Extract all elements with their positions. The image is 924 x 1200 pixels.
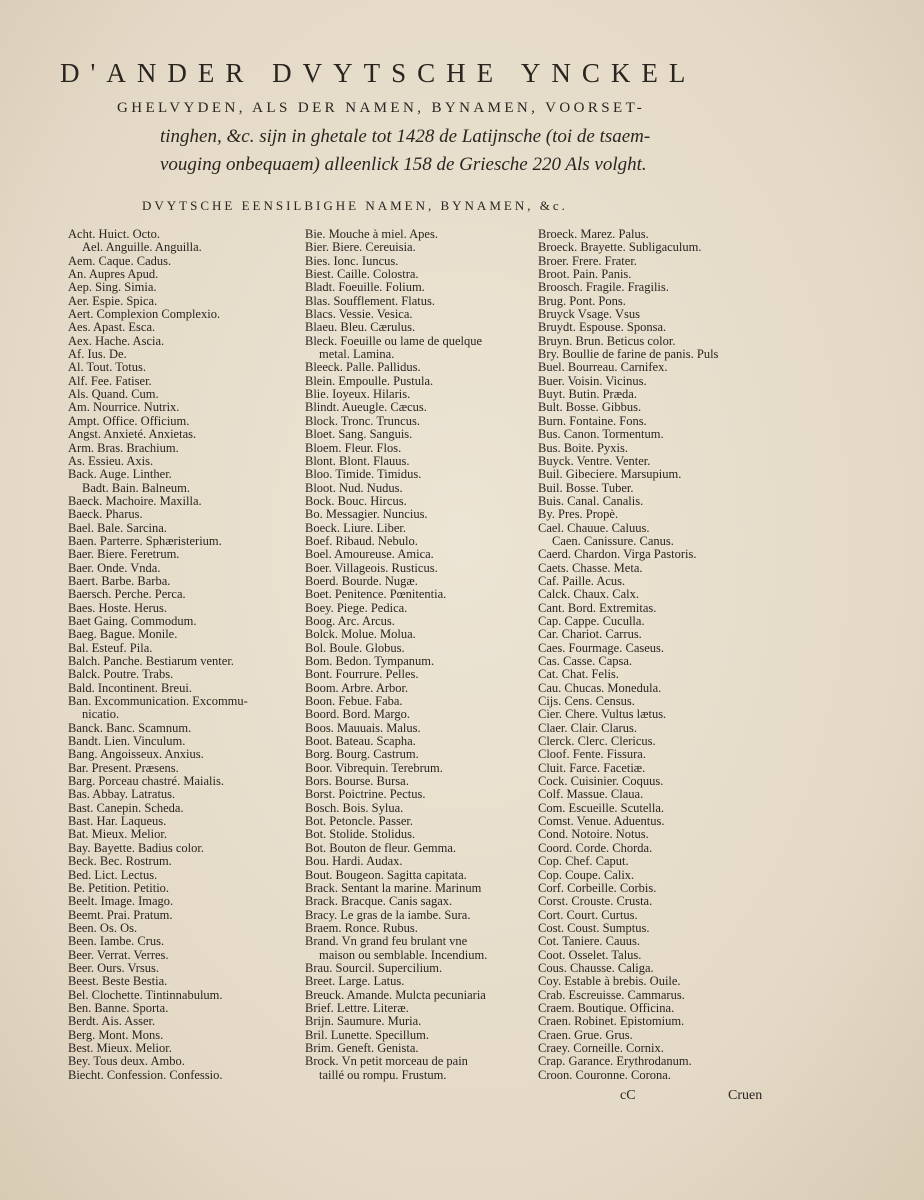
glossary-entry: Balck. Poutre. Trabs. (68, 667, 174, 682)
glossary-entry: Cost. Coust. Sumptus. (538, 920, 650, 935)
glossary-entry: Bolck. Molue. Molua. (305, 627, 416, 642)
glossary-entry: Beer. Verrat. Verres. (68, 947, 169, 962)
glossary-entry: Boom. Arbre. Arbor. (305, 680, 409, 695)
glossary-entry: Cijs. Cens. Census. (538, 694, 635, 709)
glossary-entry: Bel. Clochette. Tintinnabulum. (68, 987, 223, 1002)
glossary-entry: Buer. Voisin. Vicinus. (538, 373, 647, 388)
heading-italic-line-2: vouging onbequaem) alleenlick 158 de Griesche 220 Als volght. (160, 154, 647, 175)
glossary-entry: Bus. Canon. Tormentum. (538, 427, 664, 442)
glossary-entry: Berdt. Ais. Asser. (68, 1014, 156, 1029)
glossary-entry: maison ou semblable. Incendium. (319, 947, 488, 962)
glossary-entry: nicatio. (82, 707, 120, 722)
glossary-entry: Bout. Bougeon. Sagitta capitata. (305, 867, 467, 882)
glossary-entry: Banck. Banc. Scamnum. (68, 720, 192, 735)
glossary-entry: Bleck. Foeuille ou lame de quelque (305, 333, 483, 348)
glossary-entry: Blie. Ioyeux. Hilaris. (305, 387, 411, 402)
glossary-entry: Craey. Corneille. Cornix. (538, 1040, 664, 1055)
glossary-entry: Caen. Canissure. Canus. (552, 533, 674, 548)
glossary-entry: Bors. Bourse. Bursa. (305, 774, 409, 789)
glossary-entry: Bruydt. Espouse. Sponsa. (538, 320, 667, 335)
glossary-entry: Baer. Biere. Feretrum. (68, 547, 180, 562)
glossary-entry: Com. Escueille. Scutella. (538, 800, 665, 815)
glossary-entry: As. Essieu. Axis. (68, 453, 154, 468)
glossary-entry: Buil. Bosse. Tuber. (538, 480, 634, 495)
glossary-entry: Coord. Corde. Chorda. (538, 840, 653, 855)
glossary-entry: Baersch. Perche. Perca. (68, 587, 186, 602)
glossary-entry: Bar. Present. Præsens. (68, 760, 179, 775)
glossary-entry: Cond. Notoire. Notus. (538, 827, 649, 842)
glossary-entry: Cluit. Farce. Facetiæ. (538, 760, 646, 775)
glossary-entry: Ben. Banne. Sporta. (68, 1000, 169, 1015)
glossary-entry: Bat. Mieux. Melior. (68, 827, 167, 842)
glossary-entry: Corf. Corbeille. Corbis. (538, 880, 657, 895)
glossary-entry: Buil. Gibeciere. Marsupium. (538, 467, 682, 482)
glossary-entry: Bloot. Nud. Nudus. (305, 480, 403, 495)
glossary-entry: Block. Tronc. Truncus. (305, 413, 420, 428)
glossary-entry: Bril. Lunette. Specillum. (305, 1027, 429, 1042)
glossary-entry: Bloo. Timide. Timidus. (305, 467, 422, 482)
glossary-entry: Bracy. Le gras de la iambe. Sura. (305, 907, 471, 922)
glossary-entry: Broer. Frere. Frater. (538, 253, 637, 268)
glossary-entry: Am. Nourrice. Nutrix. (68, 400, 180, 415)
glossary-entry: Brim. Geneft. Genista. (305, 1040, 419, 1055)
glossary-entry: Brock. Vn petit morceau de pain (305, 1054, 468, 1069)
glossary-entry: Comst. Venue. Aduentus. (538, 814, 665, 829)
glossary-entry: Aer. Espie. Spica. (68, 293, 158, 308)
glossary-entry: Bal. Esteuf. Pila. (68, 640, 153, 655)
glossary-entry: Broeck. Marez. Palus. (538, 227, 649, 241)
glossary-entry: Aert. Complexion Complexio. (68, 307, 221, 322)
glossary-entry: Barg. Porceau chastré. Maialis. (68, 774, 224, 789)
glossary-entry: Brijn. Saumure. Muria. (305, 1014, 422, 1029)
glossary-column-3 (538, 228, 770, 1082)
glossary-entry: Colf. Massue. Claua. (538, 787, 644, 802)
glossary-entry: Boon. Febue. Faba. (305, 694, 403, 709)
glossary-entry: Calck. Chaux. Calx. (538, 587, 640, 602)
glossary-entry: Borg. Bourg. Castrum. (305, 747, 419, 762)
glossary-entry: Best. Mieux. Melior. (68, 1040, 172, 1055)
glossary-column-1 (68, 228, 296, 1082)
glossary-entry: Ael. Anguille. Anguilla. (82, 240, 202, 255)
glossary-entry: Boos. Mauuais. Malus. (305, 720, 421, 735)
glossary-entry: Claer. Clair. Clarus. (538, 720, 637, 735)
glossary-entry: Boord. Bord. Margo. (305, 707, 410, 722)
glossary-entry: Brief. Lettre. Literæ. (305, 1000, 409, 1015)
glossary-entry: Bandt. Lien. Vinculum. (68, 734, 186, 749)
glossary-entry: Bont. Fourrure. Pelles. (305, 667, 419, 682)
glossary-entry: Boey. Piege. Pedica. (305, 600, 408, 615)
glossary-entry: Caf. Paille. Acus. (538, 573, 626, 588)
glossary-entry: Cant. Bord. Extremitas. (538, 600, 657, 615)
glossary-entry: By. Pres. Propè. (538, 507, 619, 522)
glossary-entry: Boet. Penitence. Pœnitentia. (305, 587, 447, 602)
glossary-entry: Als. Quand. Cum. (68, 387, 159, 402)
glossary-entry: Cous. Chausse. Caliga. (538, 960, 654, 975)
glossary-entry: Berg. Mont. Mons. (68, 1027, 164, 1042)
glossary-entry: Baeck. Pharus. (68, 507, 143, 522)
glossary-entry: Badt. Bain. Balneum. (82, 480, 190, 495)
glossary-entry: Baeg. Bague. Monile. (68, 627, 178, 642)
glossary-entry: Blas. Soufflement. Flatus. (305, 293, 435, 308)
glossary-entry: Cock. Cuisinier. Coquus. (538, 774, 664, 789)
glossary-entry: Caerd. Chardon. Virga Pastoris. (538, 547, 697, 562)
glossary-entry: taillé ou rompu. Frustum. (319, 1067, 447, 1082)
glossary-entry: Cot. Taniere. Cauus. (538, 934, 641, 949)
glossary-entry: Caets. Chasse. Meta. (538, 560, 643, 575)
glossary-entry: Blindt. Aueugle. Cæcus. (305, 400, 427, 415)
glossary-entry: Broot. Pain. Panis. (538, 267, 632, 282)
glossary-entry: Af. Ius. De. (68, 347, 127, 362)
glossary-entry: Bloet. Sang. Sanguis. (305, 427, 413, 442)
glossary-entry: Craem. Boutique. Officina. (538, 1000, 675, 1015)
glossary-entry: Bas. Abbay. Latratus. (68, 787, 176, 802)
glossary-entry: An. Aupres Apud. (68, 267, 159, 282)
glossary-entry: Bier. Biere. Cereuisia. (305, 240, 416, 255)
glossary-entry: Brand. Vn grand feu brulant vne (305, 934, 468, 949)
glossary-entry: Bey. Tous deux. Ambo. (68, 1054, 185, 1069)
glossary-entry: Baen. Parterre. Sphæristerium. (68, 533, 222, 548)
glossary-entry: Beest. Beste Bestia. (68, 974, 168, 989)
glossary-entry: Clerck. Clerc. Clericus. (538, 734, 656, 749)
glossary-entry: Bie. Mouche à miel. Apes. (305, 227, 438, 241)
glossary-entry: Cier. Chere. Vultus lætus. (538, 707, 667, 722)
glossary-entry: Breet. Large. Latus. (305, 974, 405, 989)
glossary-entry: Back. Auge. Linther. (68, 467, 172, 482)
glossary-entry: Baert. Barbe. Barba. (68, 573, 171, 588)
glossary-entry: Braem. Ronce. Rubus. (305, 920, 418, 935)
glossary-entry: Boerd. Bourde. Nugæ. (305, 573, 418, 588)
glossary-entry: Acht. Huict. Octo. (68, 227, 160, 241)
glossary-entry: Bosch. Bois. Sylua. (305, 800, 404, 815)
glossary-entry: Cop. Coupe. Calix. (538, 867, 635, 882)
glossary-entry: Cloof. Fente. Fissura. (538, 747, 646, 762)
glossary-entry: Boel. Amoureuse. Amica. (305, 547, 434, 562)
glossary-entry: Aep. Sing. Simia. (68, 280, 157, 295)
glossary-entry: Baet Gaing. Commodum. (68, 613, 197, 628)
glossary-entry: Bry. Boullie de farine de panis. Puls (538, 347, 719, 362)
heading-subtitle: GHELVYDEN, ALS DER NAMEN, BYNAMEN, VOORSET- (117, 100, 646, 116)
glossary-entry: Bot. Stolide. Stolidus. (305, 827, 416, 842)
glossary-entry: Beck. Bec. Rostrum. (68, 854, 172, 869)
glossary-entry: Beemt. Prai. Pratum. (68, 907, 173, 922)
glossary-entry: Boor. Vibrequin. Terebrum. (305, 760, 443, 775)
glossary-entry: Bult. Bosse. Gibbus. (538, 400, 642, 415)
glossary-entry: Biest. Caille. Colostra. (305, 267, 419, 282)
glossary-entry: Biecht. Confession. Confessio. (68, 1067, 223, 1082)
glossary-entry: Boef. Ribaud. Nebulo. (305, 533, 418, 548)
glossary-entry: Boog. Arc. Arcus. (305, 613, 395, 628)
glossary-entry: Been. Iambe. Crus. (68, 934, 165, 949)
glossary-entry: Crab. Escreuisse. Cammarus. (538, 987, 685, 1002)
glossary-entry: Be. Petition. Petitio. (68, 880, 170, 895)
glossary-entry: Bom. Bedon. Tympanum. (305, 654, 435, 668)
glossary-entry: Boot. Bateau. Scapha. (305, 734, 416, 749)
glossary-entry: Brack. Sentant la marine. Marinum (305, 880, 482, 895)
heading-italic-line-1: tinghen, &c. sijn in ghetale tot 1428 de Latijnsche (toi de tsaem- (160, 126, 651, 147)
glossary-entry: Brack. Bracque. Canis sagax. (305, 894, 453, 909)
glossary-entry: Burn. Fontaine. Fons. (538, 413, 647, 428)
glossary-entry: Blein. Empoulle. Pustula. (305, 373, 434, 388)
glossary-entry: Cael. Chauue. Caluus. (538, 520, 650, 535)
glossary-entry: Bloem. Fleur. Flos. (305, 440, 402, 455)
glossary-entry: Aem. Caque. Cadus. (68, 253, 172, 268)
glossary-entry: Blacs. Vessie. Vesica. (305, 307, 413, 322)
glossary-entry: Bot. Petoncle. Passer. (305, 814, 413, 829)
glossary-entry: Bou. Hardi. Audax. (305, 854, 403, 869)
glossary-entry: Baer. Onde. Vnda. (68, 560, 161, 575)
glossary-entry: Blont. Blont. Flauus. (305, 453, 410, 468)
glossary-entry: Cop. Chef. Caput. (538, 854, 629, 869)
glossary-entry: Caes. Fourmage. Caseus. (538, 640, 665, 655)
glossary-entry: Croon. Couronne. Corona. (538, 1067, 671, 1082)
glossary-entry: Arm. Bras. Brachium. (68, 440, 179, 455)
glossary-entry: Cort. Court. Curtus. (538, 907, 638, 922)
glossary-entry: Brug. Pont. Pons. (538, 293, 626, 308)
glossary-entry: Broosch. Fragile. Fragilis. (538, 280, 669, 295)
glossary-entry: Beer. Ours. Vrsus. (68, 960, 160, 975)
glossary-entry: Corst. Crouste. Crusta. (538, 894, 653, 909)
catchword: Cruen (728, 1088, 763, 1103)
glossary-entry: metal. Lamina. (319, 347, 395, 362)
glossary-entry: Al. Tout. Totus. (68, 360, 147, 375)
glossary-entry: Bald. Incontinent. Breui. (68, 680, 192, 695)
glossary-entry: Cat. Chat. Felis. (538, 667, 619, 682)
glossary-entry: Craen. Robinet. Epistomium. (538, 1014, 685, 1029)
glossary-entry: Bruyn. Brun. Beticus color. (538, 333, 676, 348)
glossary-entry: Buyt. Butin. Præda. (538, 387, 637, 402)
glossary-entry: Aex. Hache. Ascia. (68, 333, 165, 348)
glossary-entry: Bast. Canepin. Scheda. (68, 800, 184, 815)
glossary-entry: Bruyck Vsage. Vsus (538, 307, 640, 322)
glossary-entry: Bed. Lict. Lectus. (68, 867, 158, 882)
glossary-entry: Baes. Hoste. Herus. (68, 600, 167, 615)
glossary-entry: Borst. Poictrine. Pectus. (305, 787, 426, 802)
glossary-entry: Brau. Sourcil. Supercilium. (305, 960, 443, 975)
glossary-entry: Crap. Garance. Erythrodanum. (538, 1054, 692, 1069)
glossary-entry: Broeck. Brayette. Subligaculum. (538, 240, 702, 255)
glossary-entry: Bael. Bale. Sarcina. (68, 520, 167, 535)
glossary-entry: Bo. Messagier. Nuncius. (305, 507, 428, 522)
glossary-entry: Aes. Apast. Esca. (68, 320, 156, 335)
glossary-entry: Bast. Har. Laqueus. (68, 814, 167, 829)
glossary-entry: Craen. Grue. Grus. (538, 1027, 633, 1042)
glossary-entry: Buyck. Ventre. Venter. (538, 453, 651, 468)
glossary-entry: Car. Chariot. Carrus. (538, 627, 642, 642)
glossary-entry: Baeck. Machoire. Maxilla. (68, 493, 202, 508)
glossary-entry: Bus. Boite. Pyxis. (538, 440, 628, 455)
glossary-entry: Bleeck. Palle. Pallidus. (305, 360, 421, 375)
glossary-entry: Been. Os. Os. (68, 920, 138, 935)
signature-mark: cC (620, 1088, 636, 1103)
glossary-entry: Blaeu. Bleu. Cærulus. (305, 320, 416, 335)
glossary-entry: Bol. Boule. Globus. (305, 640, 405, 655)
glossary-entry: Boer. Villageois. Rusticus. (305, 560, 438, 575)
glossary-entry: Coot. Osselet. Talus. (538, 947, 642, 962)
glossary-entry: Ampt. Office. Officium. (68, 413, 190, 428)
glossary-entry: Coy. Estable à brebis. Ouile. (538, 974, 681, 989)
glossary-entry: Bang. Angoisseux. Anxius. (68, 747, 204, 762)
glossary-entry: Bies. Ionc. Iuncus. (305, 253, 399, 268)
glossary-entry: Alf. Fee. Fatiser. (68, 373, 152, 388)
glossary-column-2 (305, 228, 533, 1082)
glossary-entry: Ban. Excommunication. Excommu- (68, 694, 248, 709)
glossary-entry: Cas. Casse. Capsa. (538, 654, 633, 668)
page-heading: D'ANDER DVYTSCHE YNCKEL (60, 58, 697, 88)
glossary-entry: Bot. Bouton de fleur. Gemma. (305, 840, 457, 855)
glossary-entry: Balch. Panche. Bestiarum venter. (68, 654, 234, 668)
glossary-entry: Angst. Anxieté. Anxietas. (68, 427, 197, 442)
glossary-entry: Bladt. Foeuille. Folium. (305, 280, 425, 295)
glossary-entry: Buis. Canal. Canalis. (538, 493, 644, 508)
glossary-entry: Boeck. Liure. Liber. (305, 520, 407, 535)
glossary-entry: Buel. Bourreau. Carnifex. (538, 360, 668, 375)
section-title: DVYTSCHE EENSILBIGHE NAMEN, BYNAMEN, &c. (142, 198, 568, 213)
glossary-entry: Breuck. Amande. Mulcta pecuniaria (305, 987, 486, 1002)
glossary-entry: Beelt. Image. Imago. (68, 894, 174, 909)
glossary-entry: Cap. Cappe. Cuculla. (538, 613, 645, 628)
glossary-entry: Cau. Chucas. Monedula. (538, 680, 662, 695)
glossary-entry: Bock. Bouc. Hircus. (305, 493, 407, 508)
glossary-entry: Bay. Bayette. Badius color. (68, 840, 204, 855)
